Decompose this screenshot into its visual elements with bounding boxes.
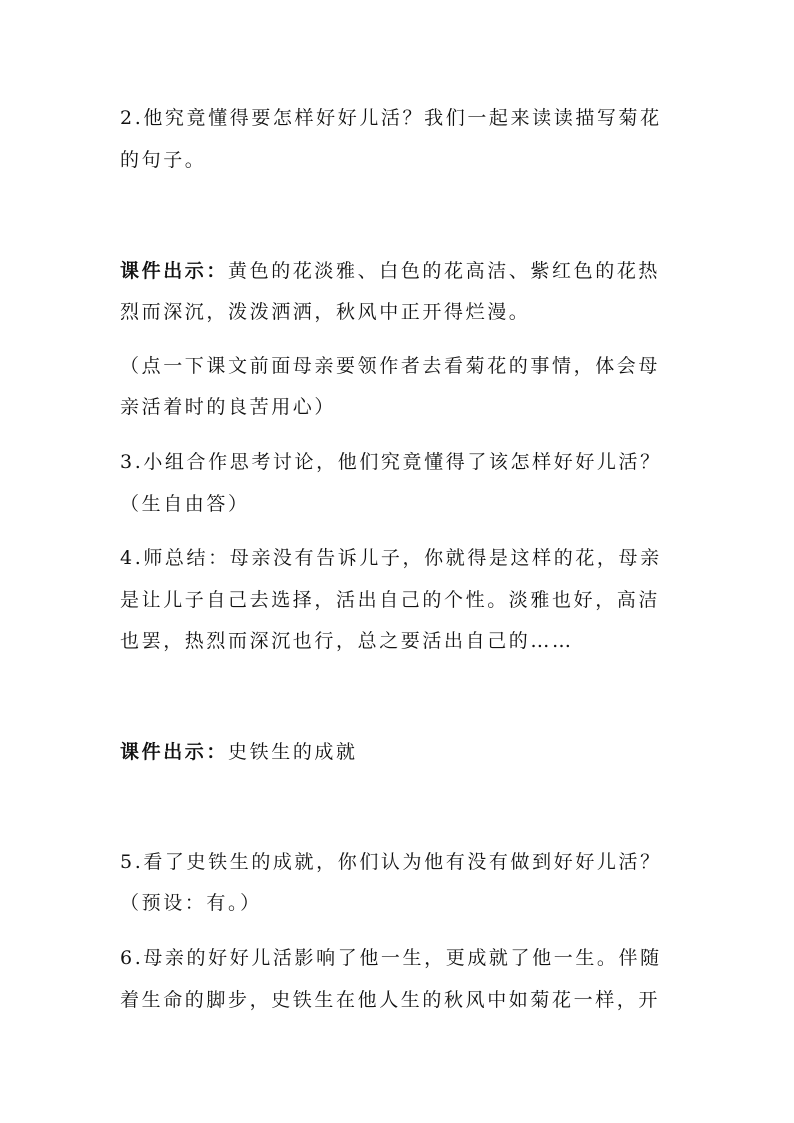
paragraph-4-line-3: 也罢，热烈而深沉也行，总之要活出自己的…… bbox=[120, 630, 574, 652]
slide-quote-1-text: 黄色的花淡雅、白色的花高洁、紫红色的花热 bbox=[228, 260, 661, 282]
teacher-note-line-1: （点一下课文前面母亲要领作者去看菊花的事情，体会母 bbox=[120, 355, 661, 377]
paragraph-4-line-1: 4.师总结：母亲没有告诉儿子，你就得是这样的花，母亲 bbox=[120, 547, 662, 569]
paragraph-6-line-1: 6.母亲的好好儿活影响了他一生，更成就了他一生。伴随 bbox=[120, 947, 662, 969]
paragraph-6-line-2: 着生命的脚步，史铁生在他人生的秋风中如菊花一样，开 bbox=[120, 989, 661, 1011]
paragraph-2-line-1: 2.他究竟懂得要怎样好好儿活？我们一起来读读描写菊花 bbox=[120, 107, 662, 129]
slide-label: 课件出示： bbox=[120, 260, 229, 282]
paragraph-5-line-1: 5.看了史铁生的成就，你们认为他有没有做到好好儿活？ bbox=[120, 851, 662, 873]
paragraph-3-line-1: 3.小组合作思考讨论，他们究竟懂得了该怎样好好儿活？ bbox=[120, 451, 662, 473]
teacher-note-line-2: 亲活着时的良苦用心） bbox=[120, 396, 337, 418]
slide-quote-1-line-1 bbox=[120, 259, 660, 283]
slide-label: 课件出示： bbox=[120, 741, 229, 763]
paragraph-2-line-2: 的句子。 bbox=[120, 149, 207, 171]
slide-quote-2-line-1 bbox=[120, 740, 660, 764]
paragraph-4-line-2: 是让儿子自己去选择，活出自己的个性。淡雅也好，高洁 bbox=[120, 589, 661, 611]
paragraph-3-line-2: （生自由答） bbox=[120, 493, 250, 515]
slide-quote-1-line-2: 烈而深沉，泼泼洒洒，秋风中正开得烂漫。 bbox=[120, 301, 531, 323]
paragraph-5-line-2: （预设：有。） bbox=[120, 892, 262, 914]
slide-quote-2-text: 史铁生的成就 bbox=[228, 741, 358, 763]
